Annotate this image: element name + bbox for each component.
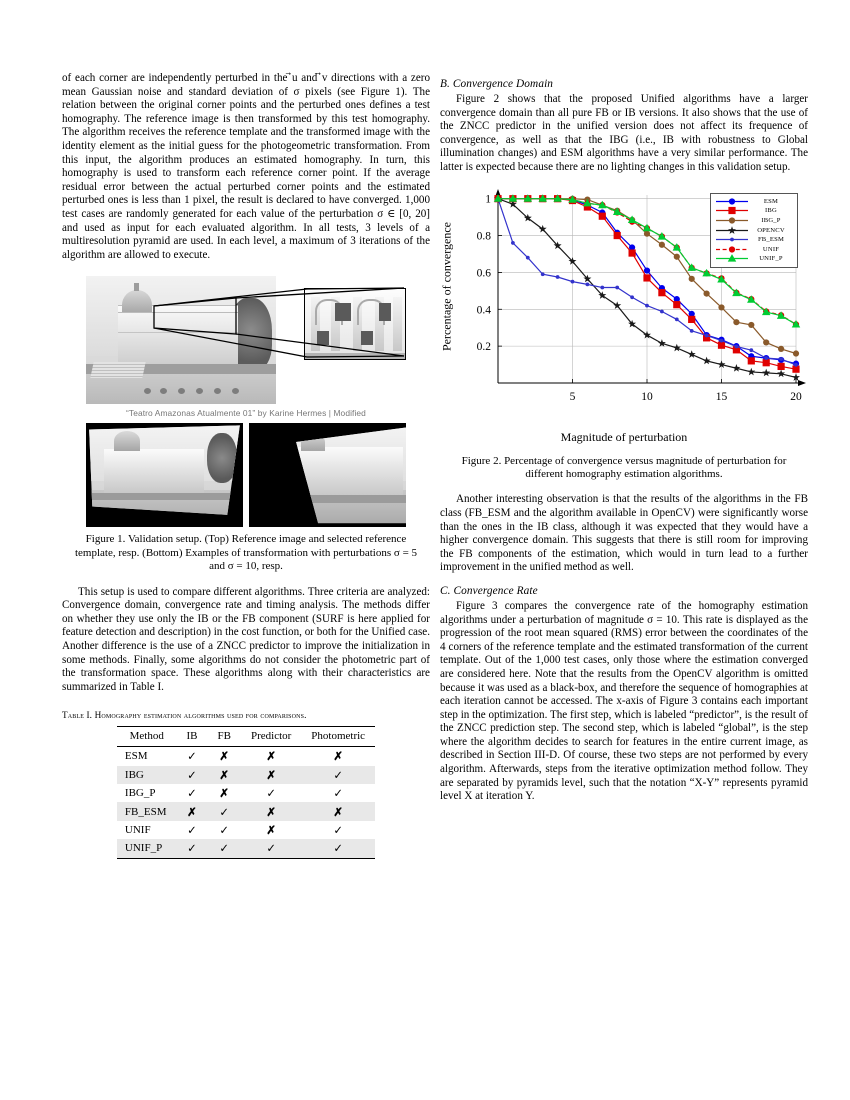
table-row	[117, 839, 375, 858]
legend-item-FB_ESM	[715, 235, 793, 245]
chart-legend	[710, 193, 798, 268]
cell-ib: ✓	[187, 788, 197, 801]
figure-1	[62, 276, 430, 573]
cell-fb: ✓	[219, 824, 230, 837]
legend-label: UNIF	[762, 245, 780, 253]
cell-method: IBG_P	[124, 787, 156, 800]
figure-2-chart	[440, 187, 808, 447]
legend-label: UNIF_P	[759, 255, 783, 263]
cell-fb: ✗	[219, 751, 230, 764]
cell-predictor: ✓	[266, 843, 276, 856]
legend-swatch-icon	[715, 254, 749, 263]
legend-swatch-icon	[715, 197, 749, 206]
cell-predictor: ✗	[266, 806, 276, 819]
chart-ylabel: Percentage of convergence	[439, 221, 454, 351]
left-column	[62, 72, 430, 859]
cell-photometric: ✓	[333, 788, 343, 801]
svg-text:0.4: 0.4	[476, 303, 491, 316]
left-paragraph-1: of each corner are independently perturbed in the ⃗u and ⃗v directions with a zero mean Gaussian noise and standard deviation of σ pixels (see Figure 1). The relation between the original corner points and the perturbed ones defines a test homography. The reference image is then transformed by this test homography. The algorithm receives the reference template and the transformed image with the identity element as the initial guess for the photogeometric transformation. From this input, the algorithm produces an estimated homography. In turn, this homography is used to transform each reference corner point. If the average residual error between the actual perturbed corner points and the estimated perturbed ones is less than 1 pixel, the result is declared to have converged. 1,000 test cases are randomly generated for each value of the perturbation σ ∈ [0, 20] and used as input for each evaluated algorithm. In all tests, 3 levels of a multiresolution pyramid are used. In each level, a maximum of 3 iterations of the algorithm are allowed to execute.	[62, 72, 430, 261]
cell-ib: ✓	[187, 824, 197, 837]
col-photometric: Photometric	[311, 730, 366, 743]
cell-fb: ✗	[219, 769, 230, 782]
col-fb: FB	[217, 730, 231, 743]
svg-text:0.6: 0.6	[476, 266, 491, 279]
legend-swatch-icon	[715, 216, 749, 225]
legend-label: FB_ESM	[757, 236, 785, 244]
legend-item-UNIF	[715, 245, 793, 255]
cell-predictor: ✓	[266, 788, 276, 801]
svg-text:20: 20	[790, 390, 802, 403]
cell-fb: ✗	[219, 788, 230, 801]
warped-image-sigma-5	[86, 423, 243, 527]
figure1-top-panel	[86, 276, 406, 404]
cell-photometric: ✓	[333, 843, 343, 856]
legend-item-IBG_P	[715, 216, 793, 226]
warped-image-sigma-10	[249, 423, 406, 527]
legend-item-UNIF_P	[715, 254, 793, 264]
col-ib: IB	[186, 730, 198, 743]
cell-method: FB_ESM	[124, 805, 167, 818]
cell-method: UNIF_P	[124, 842, 163, 855]
legend-label: IBG	[765, 207, 777, 215]
cell-method: IBG	[124, 768, 144, 781]
cell-fb: ✓	[219, 843, 230, 856]
svg-text:0.2: 0.2	[476, 340, 491, 353]
table-row	[117, 784, 375, 802]
table-row	[117, 802, 375, 820]
table-header-row	[117, 727, 375, 747]
figure2-caption: Figure 2. Percentage of convergence versus magnitude of perturbation for different homography estimation algorithms.	[461, 454, 787, 480]
svg-text:5: 5	[569, 390, 576, 403]
col-predictor: Predictor	[250, 730, 292, 743]
figure1-image-credit: “Teatro Amazonas Atualmente 01” by Karine Hermes | Modified	[126, 408, 366, 419]
cell-ib: ✗	[187, 806, 197, 819]
legend-label: OPENCV	[757, 226, 785, 234]
figure1-caption: Figure 1. Validation setup. (Top) Reference image and selected reference template, resp. (Bottom) Examples of transformation with perturbations σ = 5 and σ = 10, resp.	[74, 533, 418, 573]
cell-photometric: ✓	[333, 824, 343, 837]
table-1-title: Table I. Homography estimation algorithms used for comparisons.	[62, 710, 307, 721]
section-heading-c: C. Convergence Rate	[440, 584, 538, 597]
cell-method: UNIF	[124, 823, 151, 836]
cell-ib: ✓	[187, 769, 197, 782]
cell-ib: ✓	[187, 751, 197, 764]
right-paragraph-b1: Figure 2 shows that the proposed Unified algorithms have a larger convergence domain than all pure FB or IB versions. It also shows that the use of the ZNCC predictor in the unified version does not affect its frequence of convergence, as well as that the IBG (i.e., IB with robustness to Global illumination changes) and ESM algorithms have a very similar performance. The latter is expected because there are no lighting changes in this validation setup.	[440, 93, 808, 173]
table-row	[117, 766, 375, 784]
table-row	[117, 747, 375, 766]
legend-swatch-icon	[715, 235, 749, 244]
legend-label: ESM	[763, 197, 779, 205]
legend-item-OPENCV	[715, 225, 793, 235]
legend-item-ESM	[715, 197, 793, 207]
legend-swatch-icon	[715, 226, 749, 235]
right-paragraph-b2: Another interesting observation is that the results of the algorithms in the FB class (FB_ESM and the algorithm available in OpenCV) were significantly worse than the ones in the IB class, although it was expected that they would have a higher convergence domain. This suggests that there is still room for improving the FB components of the estimation, which would in turn lead to a further improvement in the unified method as well.	[440, 493, 808, 574]
chart-xlabel: Magnitude of perturbation	[560, 429, 688, 444]
legend-label: IBG_P	[761, 217, 781, 225]
right-column	[440, 72, 808, 813]
col-method: Method	[129, 730, 164, 743]
cell-photometric: ✗	[333, 806, 343, 819]
figure1-bottom-panel	[62, 423, 430, 527]
cell-predictor: ✗	[266, 769, 276, 782]
cell-method: ESM	[124, 750, 148, 763]
cell-predictor: ✗	[266, 751, 276, 764]
legend-swatch-icon	[715, 206, 749, 215]
table-row	[117, 821, 375, 839]
svg-text:10: 10	[641, 390, 653, 403]
right-paragraph-c1: Figure 3 compares the convergence rate of the homography estimation algorithms under a perturbation of magnitude σ = 10. This rate is displayed as the progression of the root mean squared (RMS) error between the coordinates of the 4 corners of the reference template and the estimated transformation of the current template. Out of the 1,000 test cases, only those where the estimation converged are considered here. Note that the results from the OpenCV algorithm is omitted because it was used as a black-box, and therefore the sequence of homographies at each iteration cannot be accessed. The x-axis of Figure 3 contains each important step in the optimization. The first step, which is labeled “predictor”, is the result of the ZNCC prediction step. The second step, which is labeled “global”, is the step where the algorithm decides to search for features in the entire current image, as described in Section III-D. Of course, these two steps are not performed by every algorithm. Afterwards, steps from the iterative optimization method follow. They are separated by pyramids level, such that the notation “X-Y” represents pyramid level X at iteration Y.	[440, 599, 808, 803]
cell-predictor: ✗	[266, 824, 276, 837]
section-heading-b: B. Convergence Domain	[440, 78, 554, 90]
table-1-algorithms	[117, 726, 375, 858]
svg-text:1: 1	[485, 193, 491, 206]
legend-item-IBG	[715, 206, 793, 216]
cell-photometric: ✓	[333, 769, 343, 782]
svg-text:15: 15	[715, 390, 728, 403]
legend-swatch-icon	[715, 245, 749, 254]
cell-ib: ✓	[187, 843, 197, 856]
cell-fb: ✓	[219, 806, 230, 819]
cell-photometric: ✗	[333, 751, 343, 764]
left-paragraph-2: This setup is used to compare different algorithms. Three criteria are analyzed: Convergence domain, convergence rate and timing analysis. The methods differ on whether they use only the IB or the FB component (SURF is here applied for feature detection and description) in the cost function, or both for the Unified case. Another difference is the use of a ZNCC predictor to improve the initialization in some methods. Finally, some algorithms do not consider the photometric part of the transformation space. These algorithms along with their characteristics are summarized in Table I.	[62, 585, 430, 693]
svg-text:0.8: 0.8	[476, 230, 491, 243]
